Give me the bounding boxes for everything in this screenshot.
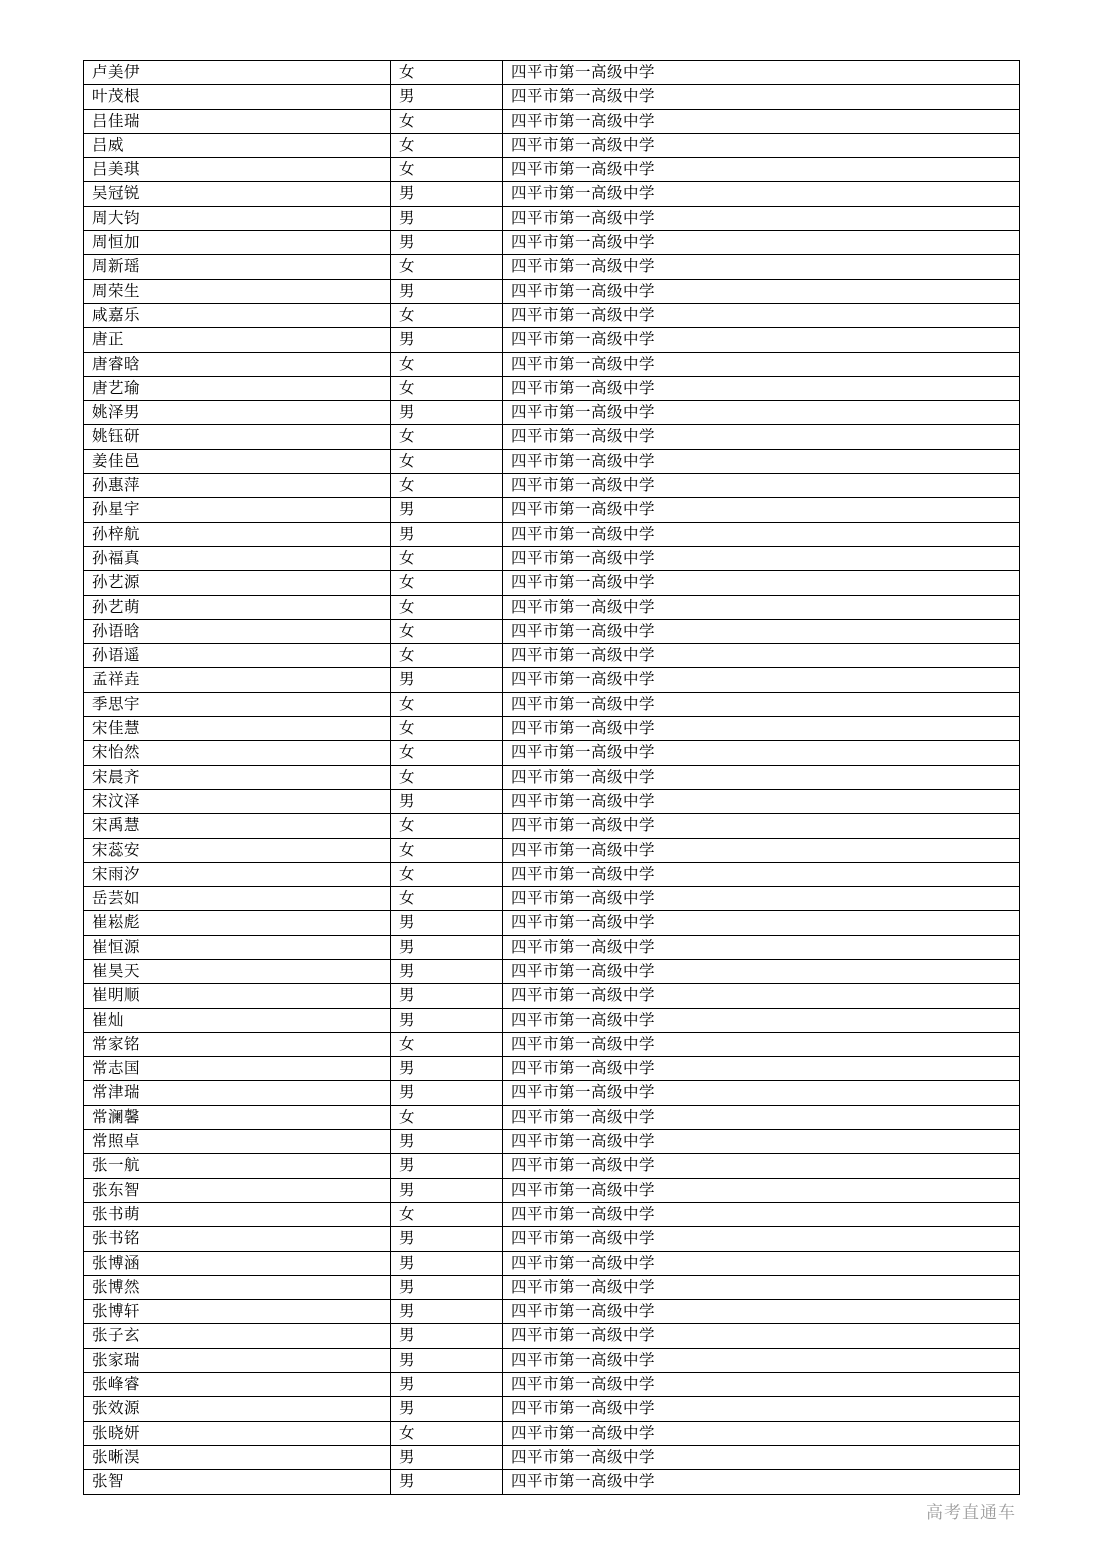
cell-school: 四平市第一高级中学 (503, 1251, 1020, 1275)
cell-gender: 男 (391, 1373, 503, 1397)
cell-name: 常津瑞 (84, 1081, 391, 1105)
table-row (84, 984, 1020, 1008)
cell-gender: 男 (391, 401, 503, 425)
table-row (84, 1275, 1020, 1299)
cell-gender: 女 (391, 158, 503, 182)
cell-gender: 女 (391, 619, 503, 643)
cell-school: 四平市第一高级中学 (503, 85, 1020, 109)
cell-school: 四平市第一高级中学 (503, 765, 1020, 789)
cell-school: 四平市第一高级中学 (503, 741, 1020, 765)
cell-school: 四平市第一高级中学 (503, 1202, 1020, 1226)
cell-school: 四平市第一高级中学 (503, 1445, 1020, 1469)
cell-gender: 女 (391, 838, 503, 862)
table-row (84, 911, 1020, 935)
cell-gender: 女 (391, 376, 503, 400)
cell-gender: 女 (391, 133, 503, 157)
cell-gender: 男 (391, 911, 503, 935)
table-row (84, 935, 1020, 959)
table-row (84, 1178, 1020, 1202)
cell-school: 四平市第一高级中学 (503, 814, 1020, 838)
cell-name: 吕佳瑞 (84, 109, 391, 133)
table-row (84, 376, 1020, 400)
cell-name: 崔灿 (84, 1008, 391, 1032)
table-row (84, 571, 1020, 595)
cell-name: 孙福真 (84, 546, 391, 570)
table-row (84, 61, 1020, 85)
cell-gender: 女 (391, 717, 503, 741)
table-row (84, 1348, 1020, 1372)
table-row (84, 838, 1020, 862)
cell-gender: 女 (391, 425, 503, 449)
cell-gender: 女 (391, 887, 503, 911)
cell-school: 四平市第一高级中学 (503, 231, 1020, 255)
cell-gender: 男 (391, 1470, 503, 1494)
cell-gender: 女 (391, 352, 503, 376)
cell-school: 四平市第一高级中学 (503, 474, 1020, 498)
cell-school: 四平市第一高级中学 (503, 644, 1020, 668)
table-row (84, 862, 1020, 886)
watermark-label: 高考直通车 (926, 1503, 1016, 1522)
cell-gender: 女 (391, 862, 503, 886)
cell-name: 张博然 (84, 1275, 391, 1299)
cell-name: 宋怡然 (84, 741, 391, 765)
table-row (84, 692, 1020, 716)
roster-table-body (84, 61, 1020, 1495)
cell-gender: 男 (391, 1397, 503, 1421)
table-row (84, 1057, 1020, 1081)
cell-name: 岳芸如 (84, 887, 391, 911)
table-row (84, 765, 1020, 789)
cell-school: 四平市第一高级中学 (503, 328, 1020, 352)
cell-gender: 男 (391, 1130, 503, 1154)
cell-school: 四平市第一高级中学 (503, 984, 1020, 1008)
cell-name: 吴冠锐 (84, 182, 391, 206)
cell-gender: 男 (391, 85, 503, 109)
cell-gender: 女 (391, 303, 503, 327)
cell-school: 四平市第一高级中学 (503, 595, 1020, 619)
cell-name: 孙语晗 (84, 619, 391, 643)
cell-school: 四平市第一高级中学 (503, 1081, 1020, 1105)
cell-school: 四平市第一高级中学 (503, 1421, 1020, 1445)
cell-gender: 男 (391, 1348, 503, 1372)
table-row (84, 522, 1020, 546)
table-row (84, 85, 1020, 109)
cell-gender: 男 (391, 1300, 503, 1324)
table-row (84, 1202, 1020, 1226)
table-row (84, 328, 1020, 352)
cell-school: 四平市第一高级中学 (503, 1130, 1020, 1154)
cell-school: 四平市第一高级中学 (503, 862, 1020, 886)
table-row (84, 1470, 1020, 1494)
cell-gender: 男 (391, 1081, 503, 1105)
cell-school: 四平市第一高级中学 (503, 1275, 1020, 1299)
cell-school: 四平市第一高级中学 (503, 668, 1020, 692)
table-row (84, 1130, 1020, 1154)
cell-name: 崔恒源 (84, 935, 391, 959)
cell-name: 姚钰研 (84, 425, 391, 449)
roster-table-container (83, 60, 1019, 1495)
cell-school: 四平市第一高级中学 (503, 1470, 1020, 1494)
table-row (84, 1324, 1020, 1348)
cell-school: 四平市第一高级中学 (503, 1348, 1020, 1372)
table-row (84, 206, 1020, 230)
table-row (84, 1154, 1020, 1178)
cell-name: 咸嘉乐 (84, 303, 391, 327)
table-row (84, 668, 1020, 692)
cell-name: 孙艺萌 (84, 595, 391, 619)
cell-name: 宋汶泽 (84, 789, 391, 813)
table-row (84, 619, 1020, 643)
cell-name: 唐睿晗 (84, 352, 391, 376)
table-row (84, 182, 1020, 206)
cell-name: 孙艺源 (84, 571, 391, 595)
table-row (84, 1300, 1020, 1324)
cell-name: 孙梓航 (84, 522, 391, 546)
cell-school: 四平市第一高级中学 (503, 1178, 1020, 1202)
cell-school: 四平市第一高级中学 (503, 352, 1020, 376)
cell-gender: 男 (391, 1227, 503, 1251)
cell-school: 四平市第一高级中学 (503, 255, 1020, 279)
cell-name: 孙语遥 (84, 644, 391, 668)
cell-name: 吕美琪 (84, 158, 391, 182)
cell-school: 四平市第一高级中学 (503, 522, 1020, 546)
cell-gender: 女 (391, 692, 503, 716)
cell-school: 四平市第一高级中学 (503, 789, 1020, 813)
cell-gender: 女 (391, 61, 503, 85)
cell-name: 唐艺瑜 (84, 376, 391, 400)
cell-name: 周荣生 (84, 279, 391, 303)
cell-school: 四平市第一高级中学 (503, 401, 1020, 425)
cell-gender: 男 (391, 789, 503, 813)
cell-gender: 女 (391, 1202, 503, 1226)
cell-gender: 女 (391, 1032, 503, 1056)
cell-school: 四平市第一高级中学 (503, 1300, 1020, 1324)
cell-school: 四平市第一高级中学 (503, 911, 1020, 935)
cell-name: 周新瑶 (84, 255, 391, 279)
table-row (84, 1251, 1020, 1275)
cell-name: 吕威 (84, 133, 391, 157)
table-row (84, 498, 1020, 522)
cell-name: 张晰淏 (84, 1445, 391, 1469)
cell-gender: 男 (391, 1178, 503, 1202)
cell-name: 崔崧彪 (84, 911, 391, 935)
cell-name: 姚泽男 (84, 401, 391, 425)
cell-name: 宋蕊安 (84, 838, 391, 862)
cell-gender: 男 (391, 1154, 503, 1178)
table-row (84, 959, 1020, 983)
cell-school: 四平市第一高级中学 (503, 1008, 1020, 1032)
cell-name: 孙星宇 (84, 498, 391, 522)
cell-name: 姜佳邑 (84, 449, 391, 473)
table-row (84, 789, 1020, 813)
cell-school: 四平市第一高级中学 (503, 619, 1020, 643)
table-row (84, 279, 1020, 303)
cell-school: 四平市第一高级中学 (503, 717, 1020, 741)
table-row (84, 1421, 1020, 1445)
table-row (84, 303, 1020, 327)
cell-school: 四平市第一高级中学 (503, 1105, 1020, 1129)
table-row (84, 644, 1020, 668)
cell-name: 张一航 (84, 1154, 391, 1178)
cell-gender: 男 (391, 1445, 503, 1469)
cell-name: 卢美伊 (84, 61, 391, 85)
cell-name: 张博涵 (84, 1251, 391, 1275)
cell-school: 四平市第一高级中学 (503, 182, 1020, 206)
cell-gender: 男 (391, 1324, 503, 1348)
cell-gender: 女 (391, 474, 503, 498)
cell-name: 周大钧 (84, 206, 391, 230)
cell-school: 四平市第一高级中学 (503, 1397, 1020, 1421)
cell-school: 四平市第一高级中学 (503, 546, 1020, 570)
cell-name: 常照卓 (84, 1130, 391, 1154)
cell-gender: 女 (391, 741, 503, 765)
table-row (84, 1397, 1020, 1421)
cell-gender: 男 (391, 206, 503, 230)
cell-name: 宋晨齐 (84, 765, 391, 789)
cell-name: 张晓妍 (84, 1421, 391, 1445)
cell-name: 崔明顺 (84, 984, 391, 1008)
table-row (84, 814, 1020, 838)
table-row (84, 1008, 1020, 1032)
cell-name: 张效源 (84, 1397, 391, 1421)
cell-name: 常志国 (84, 1057, 391, 1081)
cell-name: 常澜馨 (84, 1105, 391, 1129)
cell-name: 张书萌 (84, 1202, 391, 1226)
cell-school: 四平市第一高级中学 (503, 449, 1020, 473)
cell-name: 崔昊天 (84, 959, 391, 983)
cell-name: 孙惠萍 (84, 474, 391, 498)
cell-gender: 女 (391, 1105, 503, 1129)
cell-gender: 男 (391, 1057, 503, 1081)
cell-school: 四平市第一高级中学 (503, 1057, 1020, 1081)
table-row (84, 1032, 1020, 1056)
cell-name: 张书铭 (84, 1227, 391, 1251)
cell-name: 宋佳慧 (84, 717, 391, 741)
table-row (84, 887, 1020, 911)
cell-school: 四平市第一高级中学 (503, 1227, 1020, 1251)
table-row (84, 595, 1020, 619)
cell-gender: 女 (391, 571, 503, 595)
cell-gender: 男 (391, 182, 503, 206)
cell-gender: 男 (391, 498, 503, 522)
cell-school: 四平市第一高级中学 (503, 158, 1020, 182)
cell-school: 四平市第一高级中学 (503, 959, 1020, 983)
cell-gender: 女 (391, 1421, 503, 1445)
table-row (84, 133, 1020, 157)
cell-school: 四平市第一高级中学 (503, 109, 1020, 133)
table-row (84, 158, 1020, 182)
cell-school: 四平市第一高级中学 (503, 1324, 1020, 1348)
cell-school: 四平市第一高级中学 (503, 206, 1020, 230)
cell-school: 四平市第一高级中学 (503, 838, 1020, 862)
cell-name: 常家铭 (84, 1032, 391, 1056)
table-row (84, 546, 1020, 570)
cell-school: 四平市第一高级中学 (503, 61, 1020, 85)
cell-name: 张家瑞 (84, 1348, 391, 1372)
table-row (84, 352, 1020, 376)
cell-gender: 男 (391, 959, 503, 983)
cell-gender: 男 (391, 668, 503, 692)
cell-gender: 女 (391, 765, 503, 789)
cell-gender: 女 (391, 814, 503, 838)
cell-school: 四平市第一高级中学 (503, 692, 1020, 716)
table-row (84, 1105, 1020, 1129)
cell-name: 张博轩 (84, 1300, 391, 1324)
cell-name: 张东智 (84, 1178, 391, 1202)
cell-school: 四平市第一高级中学 (503, 1154, 1020, 1178)
cell-school: 四平市第一高级中学 (503, 376, 1020, 400)
cell-name: 张子玄 (84, 1324, 391, 1348)
cell-school: 四平市第一高级中学 (503, 887, 1020, 911)
cell-name: 叶茂根 (84, 85, 391, 109)
table-row (84, 1445, 1020, 1469)
cell-name: 唐正 (84, 328, 391, 352)
cell-gender: 女 (391, 109, 503, 133)
cell-school: 四平市第一高级中学 (503, 571, 1020, 595)
cell-gender: 女 (391, 595, 503, 619)
cell-name: 宋雨汐 (84, 862, 391, 886)
table-row (84, 449, 1020, 473)
cell-gender: 男 (391, 1251, 503, 1275)
cell-school: 四平市第一高级中学 (503, 425, 1020, 449)
cell-school: 四平市第一高级中学 (503, 303, 1020, 327)
cell-school: 四平市第一高级中学 (503, 133, 1020, 157)
cell-name: 周恒加 (84, 231, 391, 255)
table-row (84, 1081, 1020, 1105)
cell-gender: 男 (391, 328, 503, 352)
cell-school: 四平市第一高级中学 (503, 1032, 1020, 1056)
table-row (84, 109, 1020, 133)
cell-gender: 女 (391, 644, 503, 668)
cell-gender: 男 (391, 935, 503, 959)
cell-gender: 男 (391, 522, 503, 546)
cell-gender: 男 (391, 1008, 503, 1032)
cell-school: 四平市第一高级中学 (503, 1373, 1020, 1397)
cell-school: 四平市第一高级中学 (503, 935, 1020, 959)
cell-gender: 男 (391, 984, 503, 1008)
table-row (84, 231, 1020, 255)
cell-name: 张智 (84, 1470, 391, 1494)
table-row (84, 425, 1020, 449)
table-row (84, 1373, 1020, 1397)
cell-school: 四平市第一高级中学 (503, 279, 1020, 303)
table-row (84, 1227, 1020, 1251)
table-row (84, 401, 1020, 425)
cell-school: 四平市第一高级中学 (503, 498, 1020, 522)
cell-gender: 女 (391, 255, 503, 279)
cell-gender: 女 (391, 449, 503, 473)
roster-table (83, 60, 1020, 1495)
cell-name: 季思宇 (84, 692, 391, 716)
cell-gender: 男 (391, 279, 503, 303)
cell-name: 张峰睿 (84, 1373, 391, 1397)
cell-name: 孟祥垚 (84, 668, 391, 692)
cell-gender: 女 (391, 546, 503, 570)
cell-gender: 男 (391, 1275, 503, 1299)
cell-name: 宋禹慧 (84, 814, 391, 838)
table-row (84, 717, 1020, 741)
table-row (84, 474, 1020, 498)
cell-gender: 男 (391, 231, 503, 255)
table-row (84, 255, 1020, 279)
table-row (84, 741, 1020, 765)
